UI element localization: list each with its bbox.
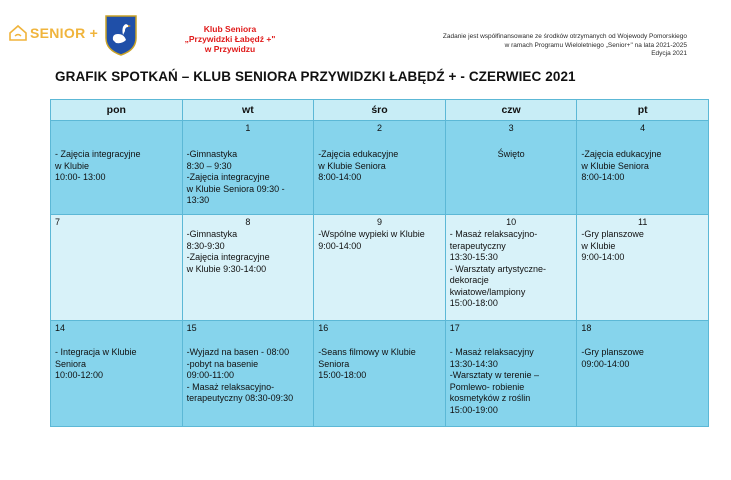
day-cell [314,321,446,427]
day-number: 7 [55,217,61,227]
day-cell [182,215,314,321]
day-events: -Wyjazd na basen - 08:00 -pobyt na basenie 09:00-11:00 - Masaż relaksacyjno- terapeutyczny 08:30-09:30 [186,347,294,403]
day-number: 16 [318,323,329,333]
page-title: GRAFIK SPOTKAŃ – KLUB SENIORA PRZYWIDZKI ŁABĘDŹ + - CZERWIEC 2021 [55,69,576,84]
day-number: 9 [376,217,382,227]
day-number: 18 [581,323,592,333]
day-cell [577,121,709,215]
day-header-tue: wt [182,100,314,121]
day-events: -Gimnastyka 8:30-9:30 -Zajęcia integracyjne w Klubie 9:30-14:00 [186,229,270,274]
swan-crest-icon [104,14,138,56]
funding-note: Zadanie jest współfinansowane ze środków otrzymanych od Wojewody Pomorskiego w ramach Programu Wieloletniego „Senior+" na lata 2021-2025 Edycja 2021 [442,33,687,57]
day-cell [314,215,446,321]
day-number: 2 [376,123,382,133]
day-events: -Gry planszowe 09:00-14:00 [581,347,644,369]
day-header-mon: pon [51,100,183,121]
day-header-wed: śro [314,100,446,121]
day-events: - Zajęcia integracyjne w Klubie 10:00- 13:00 [55,149,141,182]
house-icon [8,24,28,42]
club-name: Klub Seniora „Przywidzki Łabędź +" w Przywidzu [184,24,276,54]
day-events: -Gry planszowe w Klubie 9:00-14:00 [581,229,644,262]
day-cell [182,321,314,427]
day-cell [445,321,577,427]
week-row [51,215,709,321]
day-events: -Zajęcia edukacyjne w Klubie Seniora 8:00-14:00 [581,149,662,182]
day-events: - Masaż relaksacyjny 13:30-14:30 -Warsztaty w terenie – Pomlewo- robienie kosmetyków z roślin 15:00-19:00 [449,347,539,415]
day-number: 17 [449,323,460,333]
week-row [51,121,709,215]
day-events: - Masaż relaksacyjno- terapeutyczny 13:30-15:30 - Warsztaty artystyczne- dekoracje kwiatowe/lampiony 15:00-18:00 [449,229,546,308]
day-cell [51,215,183,321]
day-cell [445,121,577,215]
day-events: -Gimnastyka 8:30 – 9:30 -Zajęcia integracyjne w Klubie Seniora 09:30 - 13:30 [186,149,285,205]
day-header-fri: pt [577,100,709,121]
day-header-thu: czw [445,100,577,121]
day-number: 8 [245,217,251,227]
day-events: -Zajęcia edukacyjne w Klubie Seniora 8:00-14:00 [318,149,399,182]
day-number: 11 [638,217,648,227]
schedule-table [50,99,709,427]
day-cell [577,321,709,427]
day-cell [445,215,577,321]
day-number: 4 [640,123,646,133]
day-number: 3 [508,123,514,133]
day-events: - Integracja w Klubie Seniora 10:00-12:00 [55,347,137,380]
week-row [51,321,709,427]
day-events: Święto [497,149,525,159]
day-events: -Seans filmowy w Klubie Seniora 15:00-18:00 [318,347,416,380]
day-number: 14 [55,323,66,333]
day-cell [51,321,183,427]
senior-plus-logo [8,24,98,42]
header-row [51,100,709,121]
logo-text: SENIOR + [30,25,99,41]
day-cell [51,121,183,215]
day-number: 15 [186,323,197,333]
day-events: -Wspólne wypieki w Klubie 9:00-14:00 [318,229,425,251]
day-cell [182,121,314,215]
day-number: 1 [245,123,251,133]
day-cell [577,215,709,321]
day-number: 10 [506,217,517,227]
day-cell [314,121,446,215]
